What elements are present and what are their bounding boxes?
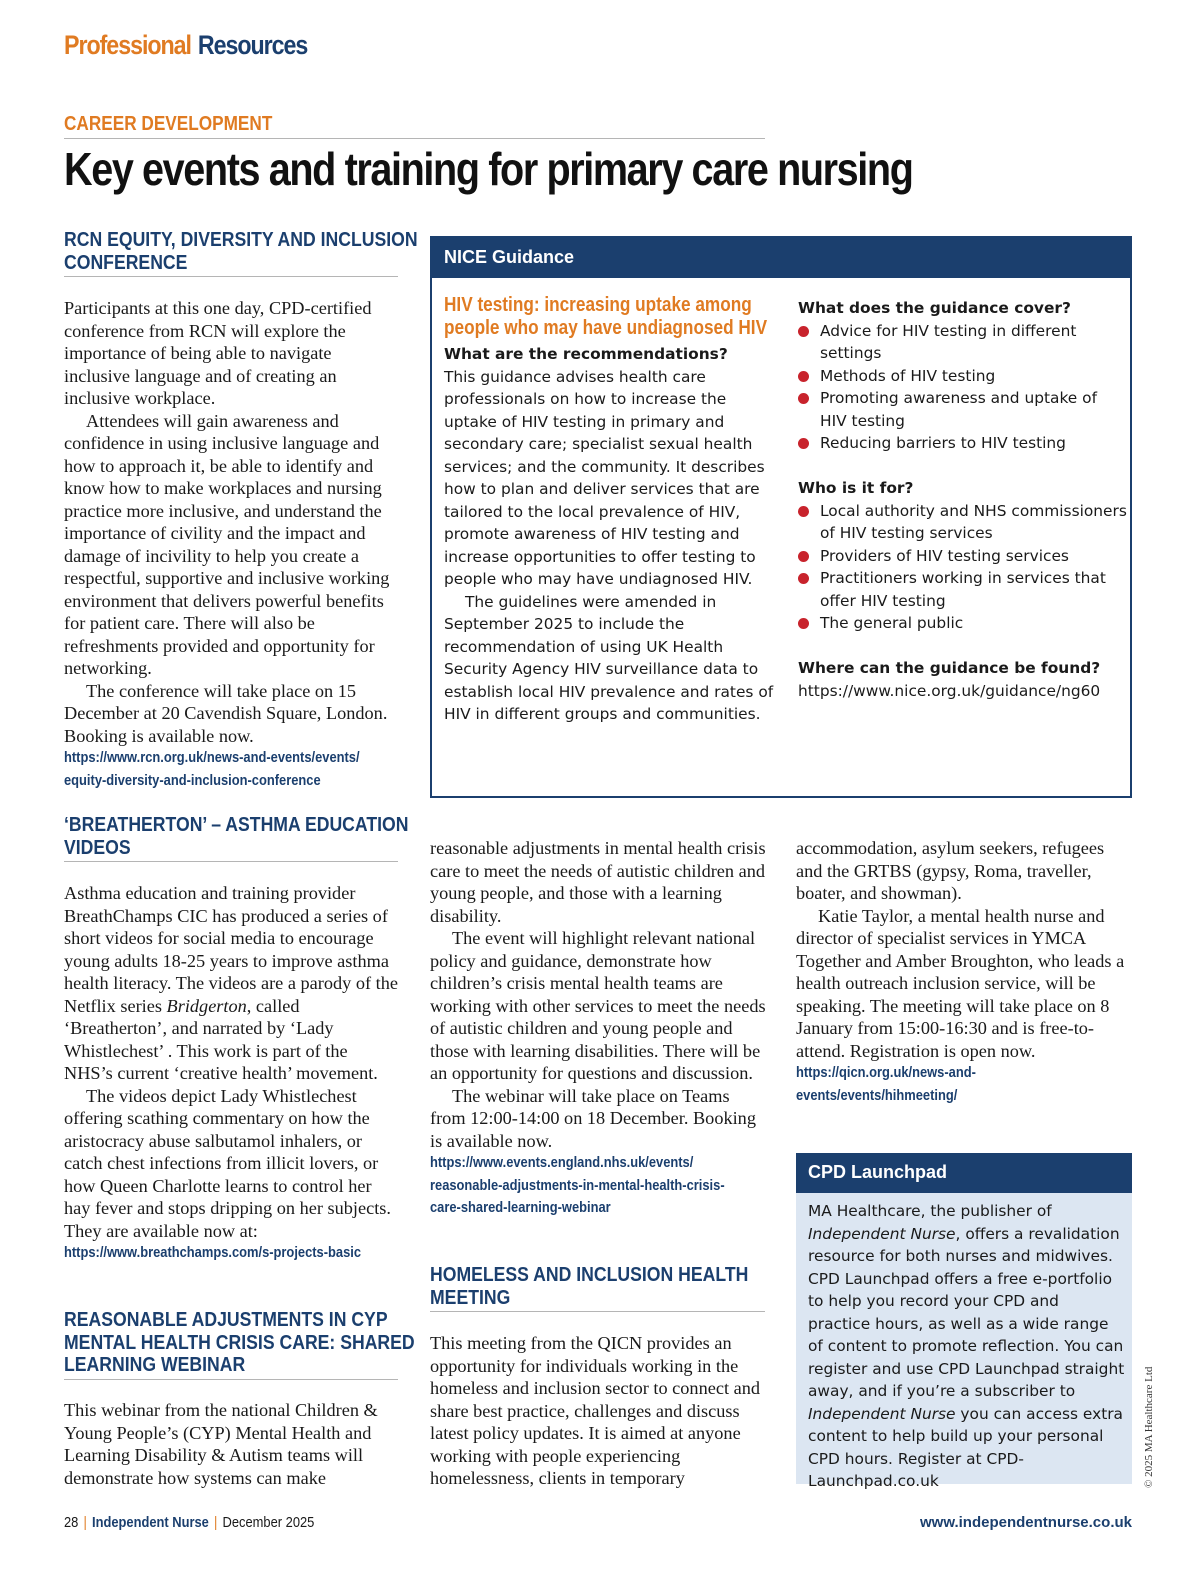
nice-subtitle-line1: HIV testing: increasing uptake among (444, 294, 752, 316)
issue-date: December 2025 (222, 1514, 315, 1531)
homeless-section-title (430, 1264, 748, 1309)
cpd-text-1: MA Healthcare, the publisher of (808, 1202, 1052, 1220)
cpd-text-italic-1: Independent Nurse (808, 1224, 956, 1243)
rcn-paragraph-1: Participants at this one day, CPD-certified conference from RCN will explore the importance of being able to navigate inclusive language and of creating an inclusive workplace. (64, 298, 372, 408)
cpd-launchpad-box (796, 1153, 1132, 1490)
copyright-notice: © 2025 MA Healthcare Ltd (1143, 1366, 1155, 1488)
list-item: Reducing barriers to HIV testing (798, 432, 1128, 455)
rcn-title-line1: RCN EQUITY, DIVERSITY AND INCLUSION (64, 228, 418, 251)
cpd-header-bar (796, 1153, 1132, 1193)
breatherton-article (64, 882, 400, 1265)
cpd-text-italic-2: Independent Nurse (808, 1404, 956, 1423)
nice-subtitle-line2: people who may have undiagnosed HIV (444, 317, 768, 339)
section-tag-professional: Professional (64, 30, 191, 60)
cyp-article-col1 (64, 1399, 400, 1489)
list-item: Advice for HIV testing in different settings (798, 320, 1128, 365)
kicker-divider (64, 138, 765, 139)
nice-recommendations (444, 343, 774, 726)
breatherton-p1-a: Asthma education and training provider BreathChamps CIC has produced a series of short videos for social media to encourage young adults 18-25 years to improve asthma health literacy. The videos are a parody of the Netflix series (64, 883, 398, 1016)
kicker: CAREER DEVELOPMENT (64, 113, 273, 135)
footer-url-pre: www.independent (920, 1514, 1048, 1531)
cpd-header-title: CPD Launchpad (808, 1162, 948, 1182)
list-item: Practitioners working in services that offer HIV testing (798, 567, 1128, 612)
cyp-title-line2: MENTAL HEALTH CRISIS CARE: SHARED (64, 1330, 415, 1354)
cyp-divider (64, 1379, 398, 1380)
breatherton-p1-italic: Bridgerton (166, 995, 247, 1016)
cyp-paragraph-1-end: reasonable adjustments in mental health crisis care to meet the needs of autistic children and young people, and those with a learning disability. (430, 838, 766, 926)
homeless-title-line2: MEETING (430, 1285, 511, 1309)
cyp-article-col2 (430, 837, 766, 1220)
nice-answer-2: The guidelines were amended in September 2025 to include the recommendation of using UK Health Security Agency HIV surveillance data to establish local HIV prevalence and rates of HIV in different groups and communities. (444, 592, 774, 723)
list-item: Local authority and NHS commissioners of HIV testing services (798, 500, 1128, 545)
rcn-divider (64, 276, 398, 277)
breatherton-p1-b: , called ‘Breatherton’, and narrated by ‘Lady Whistlechest’ . This work is part of the NHS’s current ‘creative health’ movement. (64, 995, 378, 1083)
nice-subtitle (444, 294, 767, 340)
breatherton-paragraph-2: The videos depict Lady Whistlechest offering scathing commentary on how the aristocracy abuse salbutamol inhalers, or catch chest infections from illicit lovers, or how Queen Charlotte learns to control her hay fever and stops dripping on her subjects. They are available now at: (64, 1085, 391, 1241)
cpd-text-2: , offers a revalidation resource for both nurses and midwives. CPD Launchpad offers a free e-portfolio to help you record your CPD and practice hours, as well as a wide range of content to promote reflection. You can register and use CPD Launchpad straight away, and if you’re a subscriber to (808, 1224, 1125, 1400)
cyp-paragraph-2: The event will highlight relevant national policy and guidance, demonstrate how children’s crisis mental health teams are working with other services to meet the needs of autistic children and young people and those with learning disabilities. There will be an opportunity for questions and discussion. (430, 928, 766, 1083)
rcn-link-line2: equity-diversity-and-inclusion-conference (64, 771, 321, 789)
homeless-article-col2 (430, 1332, 766, 1490)
breatherton-section-title (64, 814, 408, 859)
nice-audience-list (798, 500, 1128, 635)
cyp-paragraph-3: The webinar will take place on Teams from 12:00-14:00 on 18 December. Booking is available now. (430, 1085, 756, 1151)
publication-name: Independent Nurse (92, 1514, 209, 1531)
footer-url-mid: nurse (1047, 1514, 1089, 1531)
nice-header-title: NICE Guidance (444, 247, 575, 267)
breatherton-paragraph-1 (64, 882, 400, 1085)
rcn-section-title (64, 229, 418, 274)
cyp-link-line1: https://www.events.england.nhs.uk/events/ (430, 1154, 694, 1171)
cyp-title-line3: LEARNING WEBINAR (64, 1353, 246, 1376)
breatherton-title-line2: VIDEOS (64, 835, 131, 859)
homeless-article-col3 (796, 837, 1132, 1107)
rcn-article (64, 297, 400, 792)
cpd-description (808, 1200, 1126, 1493)
section-tag-resources: Resources (197, 30, 308, 60)
breatherton-divider (64, 861, 398, 862)
homeless-paragraph-1-end: accommodation, asylum seekers, refugees and the GRTBS (gypsy, Roma, traveller, boater, and showman). (796, 838, 1105, 903)
cyp-link-line2: reasonable-adjustments-in-mental-health-crisis- (430, 1176, 725, 1194)
breatherton-link[interactable]: https://www.breathchamps.com/s-projects-basic (64, 1244, 362, 1261)
nice-guidance-box (430, 236, 1132, 798)
nice-question-where: Where can the guidance be found? (798, 659, 1101, 677)
rcn-paragraph-3: The conference will take place on 15 December at 20 Cavendish Square, London. Booking is available now. (64, 680, 388, 746)
nice-cover-list (798, 320, 1128, 455)
list-item: Providers of HIV testing services (798, 545, 1128, 568)
homeless-paragraph-2: Katie Taylor, a mental health nurse and director of specialist services in YMCA Together and Amber Broughton, who leads a health outreach inclusion service, will be speaking. The meeting will take place on 8 January from 15:00-16:30 and is free-to-attend. Registration is open now. (796, 905, 1125, 1061)
breatherton-title-line1: ‘BREATHERTON’ – ASTHMA EDUCATION (64, 813, 409, 836)
list-item: Promoting awareness and uptake of HIV testing (798, 387, 1128, 432)
cyp-section-title (64, 1309, 415, 1377)
nice-question-audience: Who is it for? (798, 479, 914, 497)
page-title: Key events and training for primary care nursing (64, 143, 913, 195)
list-item: The general public (798, 612, 1128, 635)
cpd-text-3: you can access extra content to help build up your personal CPD hours. Register at CPD-Launchpad.co.uk (808, 1404, 1123, 1490)
page-number: 28 (64, 1514, 79, 1531)
nice-details (798, 297, 1128, 702)
rcn-paragraph-2: Attendees will gain awareness and confidence in using inclusive language and how to approach it, be able to identify and know how to make workplaces and nursing practice more inclusive, and understand the importance of civility and the impact and damage of incivility to help you create a respectful, supportive and inclusive working environment that delivers powerful benefits for patient care. There will also be refreshments provided and opportunity for networking. (64, 410, 390, 678)
cyp-title-line1: REASONABLE ADJUSTMENTS IN CYP (64, 1308, 388, 1331)
nice-guidance-url[interactable]: https://www.nice.org.uk/guidance/ng60 (798, 681, 1101, 700)
rcn-title-line2: CONFERENCE (64, 250, 188, 274)
homeless-link[interactable]: https://qicn.org.uk/news-and-events/events/hihmeeting/ (796, 1064, 976, 1104)
rcn-link-line1: https://www.rcn.org.uk/news-and-events/events/ (64, 749, 360, 766)
rcn-link[interactable] (64, 747, 399, 792)
cyp-link-line3: care-shared-learning-webinar (430, 1199, 611, 1216)
nice-question-recommendations: What are the recommendations? (444, 345, 728, 363)
cyp-link[interactable] (430, 1152, 765, 1220)
section-tag (64, 30, 307, 61)
cyp-paragraph-1-start: This webinar from the national Children & Young People’s (CYP) Mental Health and Learning Disability & Autism teams will demonstrate how systems can make (64, 1400, 378, 1488)
list-item: Methods of HIV testing (798, 365, 1128, 388)
footer-website-link[interactable] (920, 1514, 1132, 1531)
homeless-title-line1: HOMELESS AND INCLUSION HEALTH (430, 1263, 749, 1286)
homeless-paragraph-1-start: This meeting from the QICN provides an opportunity for individuals working in the homeless and inclusion sector to connect and share best practice, challenges and discuss latest policy updates. It is aimed at anyone working with people experiencing homelessness, clients in temporary (430, 1333, 760, 1488)
nice-question-cover: What does the guidance cover? (798, 299, 1071, 317)
footer-url-post: .co.uk (1088, 1514, 1132, 1531)
nice-answer-1: This guidance advises health care professionals on how to increase the uptake of HIV testing in primary and secondary care; specialist sexual health services; and the community. It describes how to plan and deliver services that are tailored to the local prevalence of HIV, promote awareness of HIV testing and increase opportunities to offer testing to people who may have undiagnosed HIV. (444, 367, 765, 588)
nice-header-bar (432, 238, 1130, 278)
homeless-divider (430, 1311, 765, 1312)
footer-info: 28 | Independent Nurse | December 2025 (64, 1514, 315, 1531)
